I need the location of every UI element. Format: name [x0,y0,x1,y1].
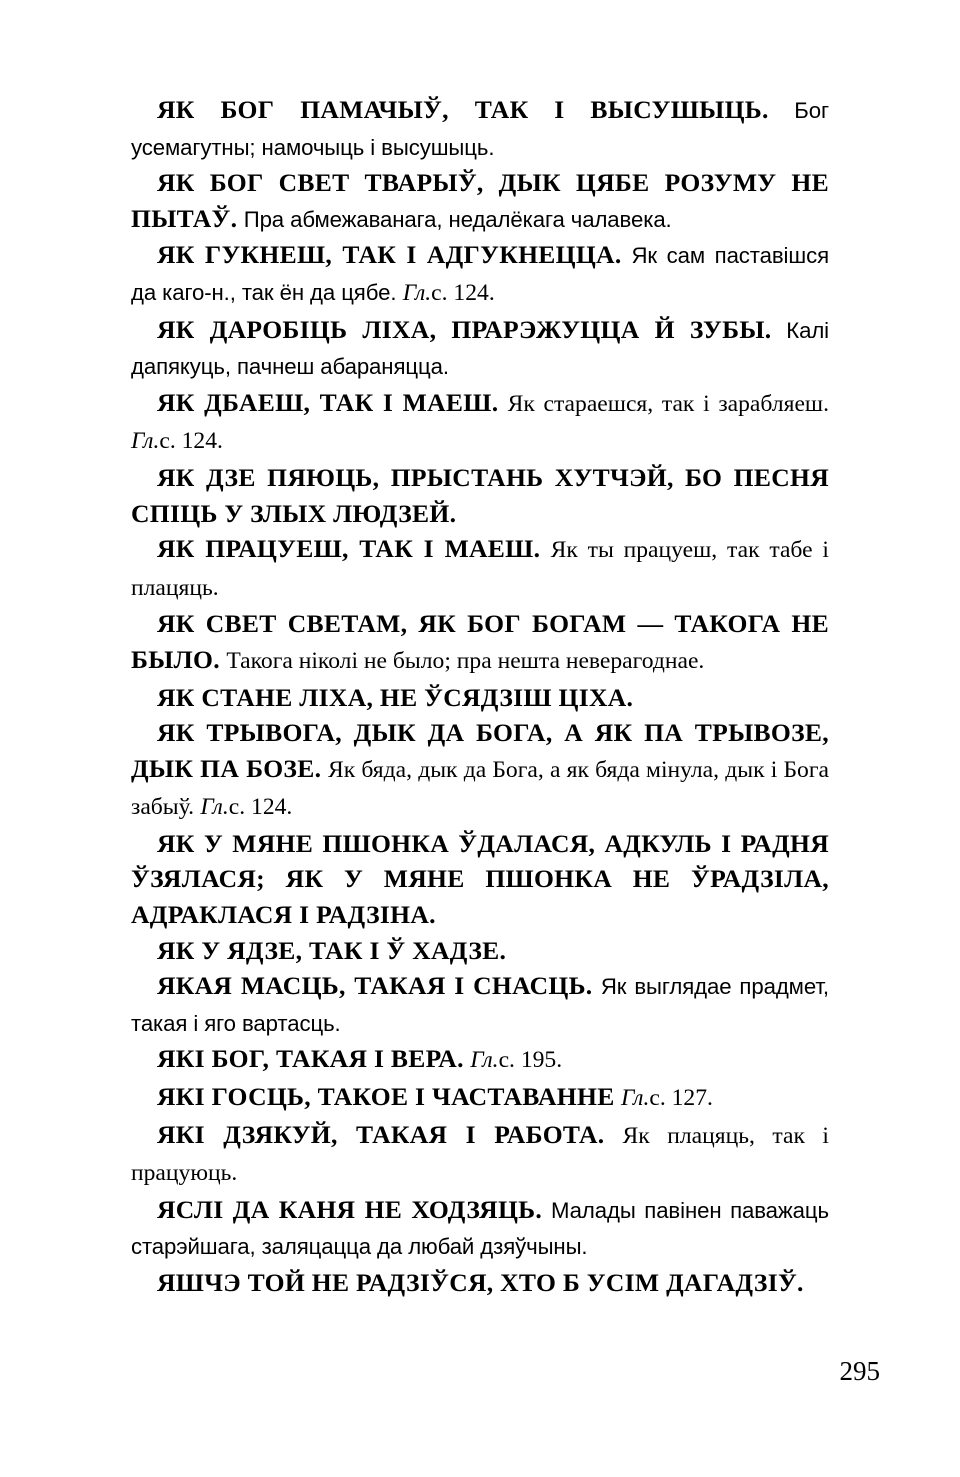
entry-headword: ЯК ПРАЦУЕШ, ТАК І МАЕШ. [157,534,541,564]
dictionary-entry [131,312,829,385]
dictionary-entry [131,531,829,606]
entry-xref-marker[interactable]: Гл. [200,794,229,821]
entry-gloss: Як сам паставішся да каго-н., так ён да цябе. [131,243,829,305]
entry-headword: ЯСЛІ ДА КАНЯ НЕ ХОДЗЯЦЬ. [157,1194,543,1224]
dictionary-entry [131,460,829,531]
dictionary-entry [131,1192,829,1265]
entry-gloss: Малады павінен паважаць старэйшага, заляцацца да любай дзяўчыны. [131,1197,829,1260]
dictionary-entry [131,92,829,165]
page-number: 295 [839,1356,880,1386]
dictionary-entry [131,606,829,679]
entry-xref-page[interactable]: с. 195. [498,1047,563,1074]
entry-xref-page[interactable]: с. 124. [228,794,293,821]
entry-headword: ЯК У ЯДЗЕ, ТАК І Ў ХАДЗЕ. [157,935,507,965]
dictionary-entry [131,715,829,826]
dictionary-entry [131,1265,829,1301]
entry-gloss: Як ты працуеш, так табе і плацяць. [131,537,829,601]
entry-gloss: Такога ніколі не было; пра нешта неверагоднае. [226,647,705,674]
dictionary-entry [131,680,829,716]
entry-headword: ЯК СТАНЕ ЛІХА, НЕ ЎСЯДЗІШ ЦІХА. [157,682,634,712]
entry-headword: ЯК ДЗЕ ПЯЮЦЬ, ПРЫСТАНЬ ХУТЧЭЙ, БО ПЕСНЯ СПІЦЬ У ЗЛЫХ ЛЮДЗЕЙ. [131,462,829,528]
entry-xref-page[interactable]: с. 124. [159,428,223,455]
entry-gloss: Як плацяць, так і працуюць. [131,1122,829,1187]
entry-headword: ЯКАЯ МАСЦЬ, ТАКАЯ І СНАСЦЬ. [157,971,593,1001]
entry-gloss: Бог усемагутны; намочыць і высушыць. [131,98,829,160]
entry-gloss: Пра абмежаванага, недалёкага чалавека. [243,206,672,232]
entry-xref-marker[interactable]: Гл. [402,279,432,306]
entry-gloss: Як выглядае прадмет, такая і яго вартасць. [131,974,829,1036]
entry-headword: ЯК ТРЫВОГА, ДЫК ДА БОГА, А ЯК ПА ТРЫВОЗЕ, ДЫК ПА БОЗЕ. [131,718,829,783]
dictionary-entry [131,1117,829,1192]
entry-xref-page[interactable]: с. 124. [431,279,495,306]
dictionary-entry [131,385,829,460]
dictionary-entry [131,1079,829,1117]
entry-xref-marker[interactable]: Гл. [470,1047,499,1074]
entry-headword: ЯК БОГ СВЕТ ТВАРЫЎ, ДЫК ЦЯБЕ РОЗУМУ НЕ ПЫТАЎ. [131,168,829,233]
entry-headword: ЯК ДБАЕШ, ТАК І МАЕШ. [157,387,499,417]
entry-headword: ЯК У МЯНЕ ПШОНКА ЎДАЛАСЯ, АДКУЛЬ І РАДНЯ ЎЗЯЛАСЯ; ЯК У МЯНЕ ПШОНКА НЕ ЎРАДЗІЛА, АДРАКЛАСЯ І РАДЗІНА. [131,828,829,930]
dictionary-entry [131,165,829,237]
dictionary-entry [131,1041,829,1079]
dictionary-entry [131,933,829,969]
entry-xref-marker[interactable]: Гл. [131,428,160,455]
dictionary-entry [131,237,829,311]
text-column [131,92,829,1301]
entry-headword: ЯК БОГ ПАМАЧЫЎ, ТАК І ВЫСУШЫЦЬ. [157,95,769,124]
dictionary-entry [131,968,829,1041]
entry-headword: ЯШЧЭ ТОЙ НЕ РАДЗІЎСЯ, ХТО Б УСІМ ДАГАДЗІЎ. [157,1268,804,1297]
entry-headword: ЯК СВЕТ СВЕТАМ, ЯК БОГ БОГАМ — ТАКОГА НЕ БЫЛО. [131,609,829,674]
entry-gloss: Калі дапякуць, пачнеш абараняцца. [131,317,829,380]
entry-gloss: Як стараешся, так і зарабляеш. [507,390,829,417]
entry-headword: ЯКІ БОГ, ТАКАЯ І ВЕРА. [157,1044,464,1074]
entry-xref-marker[interactable]: Гл. [621,1085,650,1112]
entry-headword: ЯК ДАРОБІЦЬ ЛІХА, ПРАРЭЖУЦЦА Й ЗУБЫ. [157,314,772,344]
entry-headword: ЯКІ ГОСЦЬ, ТАКОЕ І ЧАСТАВАННЕ [157,1082,615,1112]
entry-headword: ЯКІ ДЗЯКУЙ, ТАКАЯ І РАБОТА. [157,1119,605,1149]
entry-xref-page[interactable]: с. 127. [649,1085,713,1112]
dictionary-entry [131,826,829,933]
entry-headword: ЯК ГУКНЕШ, ТАК І АДГУКНЕЦЦА. [157,240,622,270]
entry-gloss: Як бяда, дык да Бога, а як бяда мінула, дык і Бога забыў. [131,756,829,821]
